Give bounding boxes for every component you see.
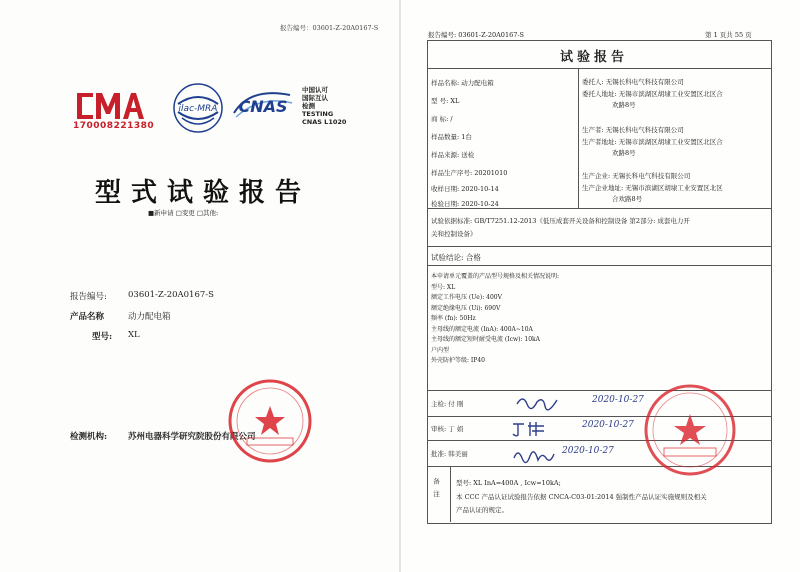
rule bbox=[427, 265, 772, 266]
field-report-no-label: 报告编号: bbox=[70, 292, 107, 302]
ilac-mra-logo bbox=[172, 82, 224, 134]
maker-addr-2: 欢路8号 bbox=[612, 149, 636, 157]
client-addr-2: 欢路8号 bbox=[612, 101, 636, 109]
sample-quantity: 样品数量: 1台 bbox=[431, 133, 472, 141]
maker-name: 生产者: 无锡长科电气科技有限公司 bbox=[582, 126, 684, 134]
field-model-value: XL bbox=[128, 330, 140, 340]
approver-date: 2020-10-27 bbox=[562, 446, 614, 456]
right-red-seal-stamp bbox=[640, 380, 740, 480]
right-title: 试验报告 bbox=[560, 50, 629, 65]
red-seal-stamp bbox=[225, 376, 315, 466]
cnas-cn-line2: 国际互认 bbox=[302, 94, 328, 102]
right-report-no: 报告编号: 03601-Z-20A0167-S bbox=[428, 31, 524, 39]
field-product-name-value: 动力配电箱 bbox=[128, 312, 171, 322]
approver-label: 批准: 韩美丽 bbox=[431, 450, 468, 458]
cnas-logo bbox=[230, 85, 296, 121]
reviewer-label: 审核: 丁 娟 bbox=[431, 425, 464, 433]
sample-received: 收样日期: 2020-10-14 bbox=[431, 185, 499, 193]
cnas-cn-line1: 中国认可 bbox=[302, 86, 328, 94]
sample-source: 样品来源: 送检 bbox=[431, 151, 475, 159]
note-line: 本申请单元覆盖的产品型号规格及相关情况说明: bbox=[431, 273, 560, 280]
remark-line-3: 产品认证的规定。 bbox=[456, 506, 508, 514]
compiler-date: 2020-10-27 bbox=[592, 395, 644, 405]
application-type-options: ■新申请 □变更 □其他: bbox=[148, 209, 219, 217]
note-line: 户内型 bbox=[431, 346, 450, 354]
factory-addr-1: 生产企业地址: 无锡市滨湖区胡埭工业安置区北区 bbox=[582, 184, 723, 192]
sample-test-date: 检验日期: 2020-10-24 bbox=[431, 200, 499, 208]
sample-prod-no: 样品生产序号: 20201010 bbox=[431, 169, 508, 177]
svg-text:CNAS: CNAS bbox=[238, 97, 288, 116]
lab-label: 检测机构: bbox=[70, 432, 108, 442]
remark-divider bbox=[450, 466, 451, 522]
compiler-label: 主检: 付 刚 bbox=[431, 400, 464, 408]
svg-text:ilac-MRA: ilac-MRA bbox=[178, 104, 218, 114]
test-basis-line-2: 关和控制设备》 bbox=[431, 230, 477, 238]
factory-addr-2: 合欢路8号 bbox=[612, 195, 643, 203]
cnas-en-line1: TESTING bbox=[302, 110, 334, 118]
cma-code: 170008221380 bbox=[73, 121, 155, 131]
field-model-label: 型号: bbox=[92, 332, 113, 342]
report-no-header: 报告编号：03601-Z-20A0167-S bbox=[280, 24, 379, 32]
test-basis-line-1: 试验依据标准: GB/T7251.12-2013《低压成套开关设备和控制设备 第2部分: 成套电力开 bbox=[431, 217, 690, 225]
maker-addr-1: 生产者地址: 无锡市滨湖区胡埭工业安置区北区合 bbox=[582, 138, 723, 146]
sample-name: 样品名称: 动力配电箱 bbox=[431, 79, 494, 87]
reviewer-signature bbox=[510, 418, 550, 438]
compiler-signature bbox=[515, 392, 563, 412]
field-report-no-value: 03601-Z-20A0167-S bbox=[128, 290, 214, 300]
rule bbox=[427, 68, 772, 69]
approver-signature bbox=[512, 444, 556, 466]
note-line: 额定绝缘电压 (Ui): 690V bbox=[431, 304, 501, 312]
report-title: 型式试验报告 bbox=[95, 178, 312, 208]
lab-value: 苏州电器科学研究院股份有限公司 bbox=[128, 432, 256, 442]
remark-label: 备注 bbox=[432, 478, 440, 503]
remark-line-2: 本 CCC 产品认证试验报告依据 CNCA-C03-01:2014 强制性产品认证实施规则及相关 bbox=[456, 493, 707, 501]
note-line: 型号: XL bbox=[431, 283, 456, 291]
note-line: 外壳防护等级: IP40 bbox=[431, 357, 485, 364]
cnas-cn-line3: 检测 bbox=[302, 102, 315, 110]
client-name: 委托人: 无锡长科电气科技有限公司 bbox=[582, 78, 684, 86]
reviewer-date: 2020-10-27 bbox=[582, 420, 634, 430]
sample-trademark: 商 标: / bbox=[431, 115, 453, 123]
note-line: 额定工作电压 (Ue): 400V bbox=[431, 294, 502, 301]
factory-name: 生产企业: 无锡长科电气科技有限公司 bbox=[582, 172, 691, 180]
rule bbox=[427, 208, 772, 209]
cnas-text-block bbox=[302, 86, 346, 126]
cma-logo bbox=[73, 85, 155, 135]
client-addr-1: 委托人地址: 无锡市滨湖区胡埭工业安置区北区合 bbox=[582, 90, 723, 98]
note-line: 主母线的额定电流 (InA): 400A~10A bbox=[431, 325, 533, 333]
note-line: 主母线的额定短时耐受电流 (Icw): 10kA bbox=[431, 336, 540, 343]
column-divider bbox=[578, 68, 579, 208]
scope-notes bbox=[431, 272, 559, 367]
remark-line-1: 型号: XL InA=400A , Icw=10kA; bbox=[456, 479, 561, 487]
rule bbox=[427, 246, 772, 247]
cnas-en-line2: CNAS L1020 bbox=[302, 118, 347, 126]
sample-model: 型 号: XL bbox=[431, 97, 460, 105]
page-info: 第 1 页共 55 页 bbox=[705, 31, 752, 39]
field-product-name-label: 产品名称 bbox=[70, 312, 105, 322]
note-line: 频率 (fn): 50Hz bbox=[431, 315, 476, 322]
test-conclusion: 试验结论: 合格 bbox=[431, 253, 481, 262]
